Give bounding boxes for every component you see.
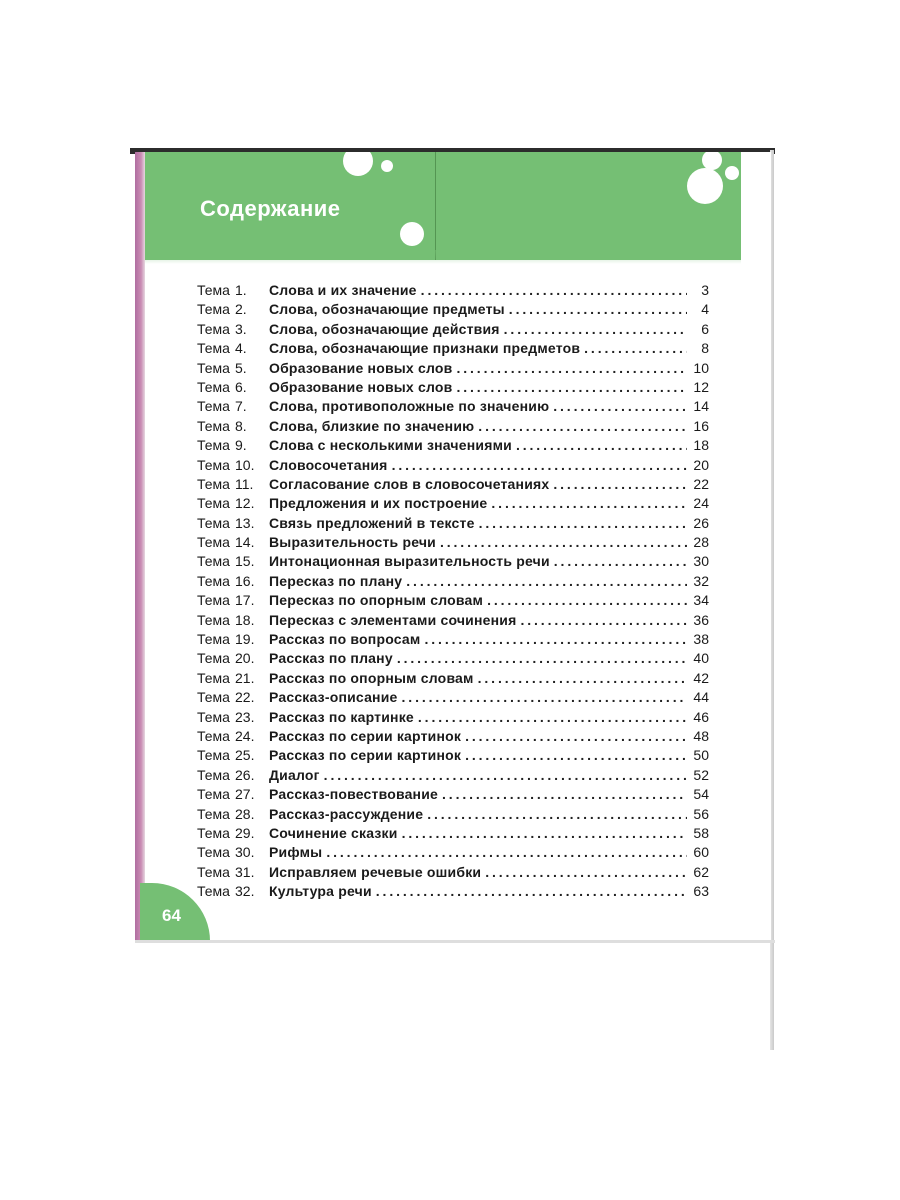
dot-leader (397, 650, 687, 666)
toc-entry-number: 32. (235, 883, 255, 900)
toc-entry-page: 62 (693, 863, 709, 880)
dot-leader (456, 379, 687, 395)
table-of-contents (197, 282, 709, 903)
toc-entry (197, 825, 709, 844)
toc-entry-label: Тема (197, 631, 230, 648)
dot-leader (421, 282, 687, 298)
toc-entry-number: 9. (235, 437, 247, 454)
dot-leader (465, 728, 687, 744)
decor-dot (725, 166, 739, 180)
toc-entry (197, 437, 709, 456)
toc-entry (197, 631, 709, 650)
toc-entry-title: Образование новых слов (269, 378, 453, 395)
toc-entry-label: Тема (197, 340, 230, 357)
toc-entry-label: Тема (197, 650, 230, 667)
toc-entry-label: Тема (197, 863, 230, 880)
toc-entry-title: Слова, обозначающие действия (269, 320, 500, 337)
toc-entry-page: 30 (693, 553, 709, 570)
toc-entry (197, 747, 709, 766)
toc-entry (197, 767, 709, 786)
toc-entry (197, 476, 709, 495)
dot-leader (487, 592, 687, 608)
toc-entry-page: 38 (693, 631, 709, 648)
toc-entry (197, 398, 709, 417)
header-fade (145, 250, 741, 264)
toc-entry-label: Тема (197, 553, 230, 570)
dot-leader (553, 398, 687, 414)
decor-dot (381, 160, 393, 172)
dot-leader (324, 767, 687, 783)
toc-entry-title: Рассказ-описание (269, 689, 398, 706)
toc-entry-number: 29. (235, 824, 255, 841)
dot-leader (392, 457, 687, 473)
toc-entry (197, 282, 709, 301)
toc-entry-title: Связь предложений в тексте (269, 514, 475, 531)
toc-entry-page: 46 (693, 708, 709, 725)
toc-entry-number: 18. (235, 611, 255, 628)
toc-entry (197, 709, 709, 728)
toc-entry-number: 15. (235, 553, 255, 570)
toc-entry-number: 31. (235, 863, 255, 880)
toc-entry-title: Сочинение сказки (269, 824, 398, 841)
toc-entry-label: Тема (197, 320, 230, 337)
toc-entry (197, 457, 709, 476)
dot-leader (553, 476, 687, 492)
dot-leader (326, 844, 687, 860)
toc-entry-title: Рассказ по опорным словам (269, 669, 474, 686)
dot-leader (478, 670, 687, 686)
toc-entry-title: Слова, противоположные по значению (269, 398, 550, 415)
dot-leader (427, 806, 687, 822)
book-spine (135, 152, 145, 942)
dot-leader (504, 321, 687, 337)
dot-leader (402, 689, 687, 705)
toc-entry-page: 20 (693, 456, 709, 473)
toc-entry-number: 4. (235, 340, 247, 357)
toc-entry-number: 23. (235, 708, 255, 725)
toc-entry-number: 16. (235, 572, 255, 589)
toc-entry-page: 44 (693, 689, 709, 706)
dot-leader (424, 631, 687, 647)
toc-entry (197, 534, 709, 553)
toc-entry-number: 28. (235, 805, 255, 822)
toc-entry-page: 26 (693, 514, 709, 531)
toc-entry (197, 670, 709, 689)
toc-entry-title: Слова с несколькими значениями (269, 437, 512, 454)
toc-entry-label: Тема (197, 883, 230, 900)
toc-entry-label: Тема (197, 844, 230, 861)
decor-dot (400, 222, 424, 246)
toc-entry (197, 806, 709, 825)
toc-entry-number: 2. (235, 301, 247, 318)
toc-entry (197, 844, 709, 863)
page-title: Содержание (200, 196, 341, 221)
header-divider (435, 152, 436, 260)
toc-entry-title: Рассказ-повествование (269, 786, 439, 803)
dot-leader (584, 340, 687, 356)
toc-entry-label: Тема (197, 378, 230, 395)
toc-entry (197, 321, 709, 340)
dot-leader (406, 573, 687, 589)
dot-leader (402, 825, 687, 841)
toc-entry-page: 4 (701, 301, 709, 318)
toc-entry-title: Слова, близкие по значению (269, 417, 475, 434)
toc-entry-number: 21. (235, 669, 255, 686)
toc-entry-label: Тема (197, 301, 230, 318)
toc-entry (197, 650, 709, 669)
toc-entry-page: 6 (701, 320, 709, 337)
toc-entry-page: 40 (693, 650, 709, 667)
dot-leader (442, 786, 687, 802)
toc-entry-page: 10 (693, 359, 709, 376)
toc-entry-label: Тема (197, 572, 230, 589)
dot-leader (491, 495, 687, 511)
toc-entry-label: Тема (197, 417, 230, 434)
dot-leader (479, 515, 687, 531)
toc-entry (197, 612, 709, 631)
toc-entry-number: 11. (235, 475, 254, 492)
toc-entry-page: 63 (693, 883, 709, 900)
toc-entry-page: 50 (693, 747, 709, 764)
toc-entry-number: 24. (235, 727, 255, 744)
dot-leader (509, 301, 687, 317)
toc-entry-title: Предложения и их построение (269, 495, 488, 512)
toc-entry-page: 24 (693, 495, 709, 512)
toc-entry-page: 56 (693, 805, 709, 822)
toc-entry-label: Тема (197, 592, 230, 609)
toc-entry-label: Тема (197, 495, 230, 512)
toc-entry-number: 14. (235, 534, 255, 551)
toc-entry-label: Тема (197, 456, 230, 473)
toc-entry-page: 16 (693, 417, 709, 434)
toc-entry-number: 30. (235, 844, 255, 861)
toc-entry (197, 786, 709, 805)
toc-entry (197, 728, 709, 747)
dot-leader (465, 747, 687, 763)
toc-entry-label: Тема (197, 514, 230, 531)
toc-entry-label: Тема (197, 398, 230, 415)
toc-entry-title: Исправляем речевые ошибки (269, 863, 482, 880)
toc-entry-number: 13. (235, 514, 255, 531)
toc-entry (197, 883, 709, 902)
toc-entry-label: Тема (197, 359, 230, 376)
decor-dot (343, 152, 373, 176)
toc-entry-title: Рассказ по серии картинок (269, 747, 462, 764)
toc-entry-page: 54 (693, 786, 709, 803)
toc-entry-number: 17. (235, 592, 255, 609)
toc-entry-title: Словосочетания (269, 456, 388, 473)
toc-entry-label: Тема (197, 282, 230, 298)
toc-entry-page: 32 (693, 572, 709, 589)
dot-leader (520, 612, 687, 628)
toc-entry-label: Тема (197, 689, 230, 706)
toc-entry-number: 3. (235, 320, 247, 337)
toc-entry (197, 301, 709, 320)
toc-entry-page: 52 (693, 766, 709, 783)
decor-dot (687, 168, 723, 204)
toc-entry-number: 25. (235, 747, 255, 764)
toc-entry-page: 58 (693, 824, 709, 841)
toc-entry (197, 553, 709, 572)
toc-entry-number: 12. (235, 495, 255, 512)
toc-entry (197, 379, 709, 398)
dot-leader (376, 883, 687, 899)
dot-leader (440, 534, 687, 550)
toc-entry-label: Тема (197, 786, 230, 803)
toc-entry-title: Пересказ с элементами сочинения (269, 611, 517, 628)
toc-entry-title: Культура речи (269, 883, 372, 900)
toc-entry-label: Тема (197, 727, 230, 744)
toc-entry (197, 495, 709, 514)
dot-leader (516, 437, 687, 453)
toc-entry-number: 8. (235, 417, 247, 434)
toc-entry-page: 12 (693, 378, 709, 395)
toc-entry-label: Тема (197, 611, 230, 628)
toc-entry-title: Рассказ по картинке (269, 708, 414, 725)
toc-entry (197, 689, 709, 708)
toc-entry-label: Тема (197, 747, 230, 764)
toc-entry-title: Слова и их значение (269, 282, 417, 298)
toc-entry-page: 48 (693, 727, 709, 744)
toc-entry-title: Образование новых слов (269, 359, 453, 376)
toc-entry-page: 36 (693, 611, 709, 628)
toc-entry (197, 418, 709, 437)
toc-entry-page: 18 (693, 437, 709, 454)
toc-entry-title: Диалог (269, 766, 320, 783)
toc-entry (197, 592, 709, 611)
toc-entry-title: Пересказ по опорным словам (269, 592, 484, 609)
dot-leader (418, 709, 687, 725)
toc-entry-title: Рассказ-рассуждение (269, 805, 424, 822)
toc-entry-number: 22. (235, 689, 255, 706)
toc-entry-title: Рассказ по серии картинок (269, 727, 462, 744)
toc-entry-label: Тема (197, 669, 230, 686)
toc-entry-page: 60 (693, 844, 709, 861)
toc-entry-number: 19. (235, 631, 255, 648)
toc-entry-number: 7. (235, 398, 247, 415)
toc-entry-number: 20. (235, 650, 255, 667)
toc-entry-number: 27. (235, 786, 255, 803)
toc-entry-title: Рассказ по вопросам (269, 631, 421, 648)
toc-entry-label: Тема (197, 805, 230, 822)
toc-entry-number: 1. (235, 282, 247, 298)
toc-entry-title: Рифмы (269, 844, 323, 861)
toc-entry-title: Слова, обозначающие признаки предметов (269, 340, 581, 357)
toc-entry-label: Тема (197, 475, 230, 492)
dot-leader (554, 553, 687, 569)
toc-entry-page: 8 (701, 340, 709, 357)
toc-entry-label: Тема (197, 824, 230, 841)
toc-entry-title: Слова, обозначающие предметы (269, 301, 505, 318)
page-bottom-edge (135, 940, 775, 943)
toc-entry (197, 864, 709, 883)
toc-entry-page: 28 (693, 534, 709, 551)
dot-leader (478, 418, 687, 434)
toc-entry-page: 42 (693, 669, 709, 686)
toc-entry-number: 6. (235, 378, 247, 395)
toc-entry-label: Тема (197, 437, 230, 454)
toc-entry-page: 14 (693, 398, 709, 415)
toc-entry-title: Согласование слов в словосочетаниях (269, 475, 550, 492)
toc-entry-number: 26. (235, 766, 255, 783)
toc-entry-label: Тема (197, 534, 230, 551)
toc-entry-title: Выразительность речи (269, 534, 436, 551)
toc-entry-number: 5. (235, 359, 247, 376)
toc-entry-page: 34 (693, 592, 709, 609)
toc-entry (197, 515, 709, 534)
toc-entry-title: Рассказ по плану (269, 650, 393, 667)
toc-entry-title: Пересказ по плану (269, 572, 403, 589)
toc-entry (197, 573, 709, 592)
toc-entry-page: 22 (693, 475, 709, 492)
toc-entry-title: Интонационная выразительность речи (269, 553, 550, 570)
toc-entry-label: Тема (197, 708, 230, 725)
toc-entry-number: 10. (235, 456, 255, 473)
dot-leader (456, 360, 687, 376)
toc-entry (197, 360, 709, 379)
toc-entry-page: 3 (701, 282, 709, 298)
toc-entry (197, 340, 709, 359)
toc-entry-label: Тема (197, 766, 230, 783)
page-number: 64 (162, 906, 181, 925)
dot-leader (485, 864, 687, 880)
